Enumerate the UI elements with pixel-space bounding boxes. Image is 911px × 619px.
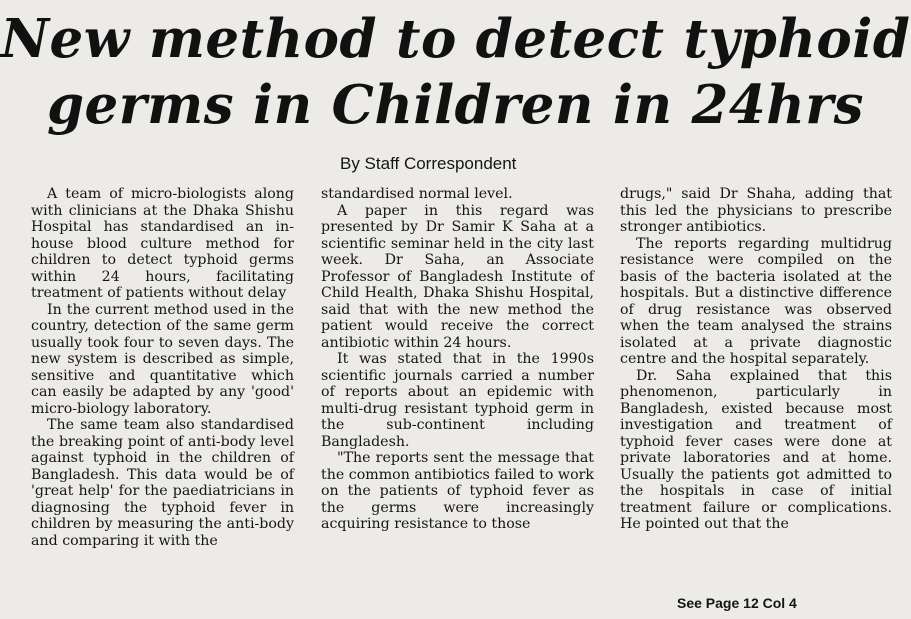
article-paragraph: "The reports sent the message that the common antibiotics failed to work on the patients of typhoid fever as the germs were increasingly acquiring resistance to those [321,450,594,532]
headline-line-2: germs in Children in 24hrs [46,74,865,136]
article-paragraph: standardised normal level. [321,186,513,202]
headline [0,6,911,138]
article-paragraph: The same team also standardised the breaking point of anti-body level against typhoid in the children of Bangladesh. This data would be of 'great help' for the paediatricians in diagnosing the typhoid fever in children by measuring the anti-body and comparing it with the [31,417,294,549]
article-column-2 [321,186,594,533]
article-paragraph: The reports regarding multidrug resistance were compiled on the basis of the bacteria isolated at the hospitals. But a distinctive difference of drug resistance was observed when the team analysed the strains isolated at a private diagnostic centre and the hospital separately. [620,235,892,367]
article-column-1 [31,186,294,549]
article-column-3 [620,186,892,533]
byline: By Staff Correspondent [340,154,517,173]
article-paragraph: drugs," said Dr Shaha, adding that this led the physicians to prescribe stronger antibiotics. [620,186,892,235]
article-paragraph: It was stated that in the 1990s scientific journals carried a number of reports about an epidemic with multi-drug resistant typhoid germ in the sub-continent including Bangladesh. [321,351,594,450]
lead-paragraph: A team of micro-biologists along with clinicians at the Dhaka Shishu Hospital has standardised an in-house blood culture method for children to detect typhoid germs within 24 hours, facilitating treatment of patients without delay [31,186,294,301]
continuation-jump-line: See Page 12 Col 4 [677,595,797,611]
article-paragraph: A paper in this regard was presented by Dr Samir K Saha at a scientific seminar held in the city last week. Dr Saha, an Associate Professor of Bangladesh Institute of Child Health, Dhaka Shishu Hospital, said that with the new method the patient would receive the correct antibiotic within 24 hours. [321,202,594,351]
article-paragraph: In the current method used in the country, detection of the same germ usually took four to seven days. The new system is described as simple, sensitive and quantitative which can easily be adapted by any 'good' micro-biology laboratory. [31,301,294,417]
article-paragraph: Dr. Saha explained that this phenomenon, particularly in Bangladesh, existed because most investigation and treatment of typhoid fever cases were done at private laboratories and at home. Usually the patients got admitted to the hospitals in case of initial treatment failure or complications. He pointed out that the [620,367,892,532]
headline-line-1: New method to detect typhoid [0,8,911,70]
